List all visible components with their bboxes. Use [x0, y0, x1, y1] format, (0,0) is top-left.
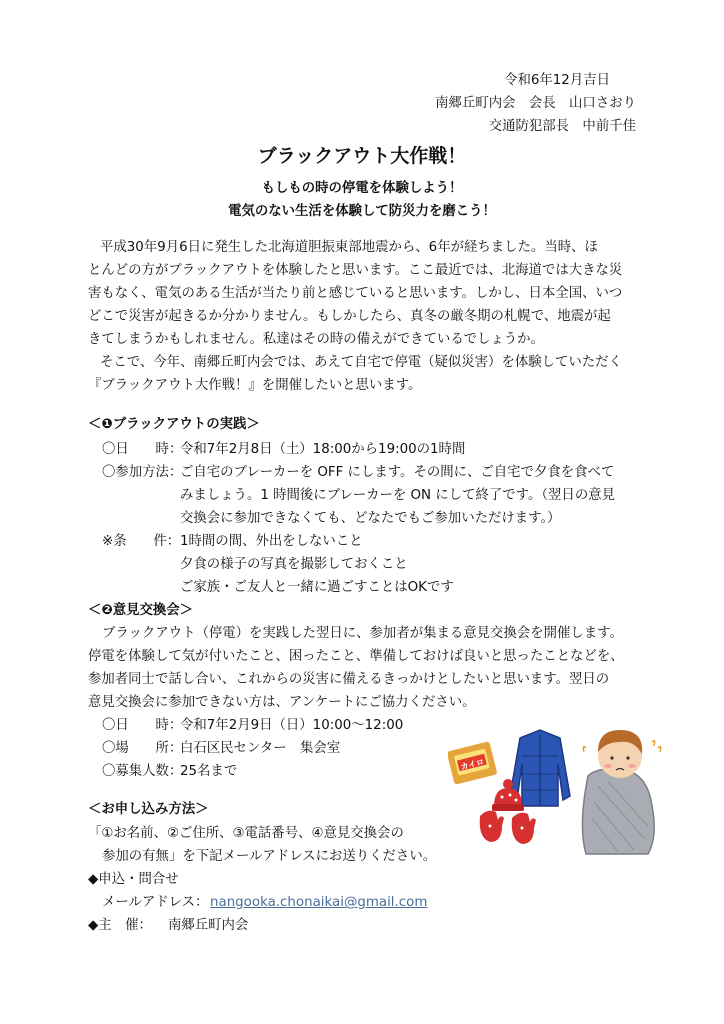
page-title: ブラックアウト大作戦！	[257, 145, 467, 167]
intro-line: 害もなく、電気のある生活が当たり前と感じていると思います。しかし、日本全国、いつ	[88, 286, 623, 301]
meeting-body-line: 停電を体験して気が付いたこと、困ったこと、準備しておけば良いと思ったことなどを、	[88, 649, 624, 664]
meeting-body-line: 意見交換会に参加できない方は、アンケートにご協力ください。	[88, 695, 476, 710]
section-heading-meeting: ＜❷意見交換会＞	[88, 603, 194, 618]
intro-line: どこで災害が起きるか分かりません。もしかしたら、真冬の厳冬期の札幌で、地震が起	[88, 309, 611, 324]
host-label: ◆主 催：	[88, 918, 152, 933]
apply-instructions-line: 参加の有無」を下記メールアドレスにお送りください。	[102, 849, 437, 864]
intro-line: 平成30年9月6日に発生した北海道胆振東部地震から、6年が経ちました。当時、ほ	[100, 240, 598, 255]
author-officer: 交通防犯部長 中前千佳	[488, 119, 636, 134]
apply-instructions-line: 「①お名前、②ご住所、③電話番号、④意見交換会の	[88, 826, 404, 841]
intro-line: きてしまうかもしれません。私達はその時の備えができているでしょうか。	[88, 332, 544, 347]
blackout-method-line: ご自宅のブレーカーを OFF にします。その間に、ご自宅で夕食を食べて	[180, 465, 615, 480]
blackout-method-line: みましょう。1 時間後にブレーカーを ON にして終了です。（翌日の意見	[180, 488, 615, 503]
intro-line: とんどの方がブラックアウトを体験したと思います。ここ最近では、北海道では大きな災	[88, 263, 623, 278]
meeting-body-line: ブラックアウト（停電）を実践した翌日に、参加者が集まる意見交換会を開催します。	[102, 626, 623, 641]
intro-line: 『ブラックアウト大作戦！』を開催したいと思います。	[88, 378, 422, 393]
blackout-condition: 1時間の間、外出をしないこと	[180, 534, 363, 549]
blackout-date-value: 令和7年2月8日（土）18:00から19:00の1時間	[180, 442, 466, 457]
blackout-method-line: 交換会に参加できなくても、どなたでもご参加いただけます。）	[180, 511, 561, 526]
blackout-condition: 夕食の様子の写真を撮影しておくこと	[180, 557, 408, 572]
winter-illustration	[448, 726, 674, 856]
person-in-blanket-icon	[582, 730, 660, 854]
blackout-condition: ご家族・ご友人と一緒に過ごすことはOKです	[180, 580, 454, 595]
meeting-body-line: 参加者同士で話し合い、これからの災害に備えるきっかけとしたいと思います。翌日の	[88, 672, 610, 687]
mittens-icon	[480, 811, 536, 844]
issue-date: 令和6年12月吉日	[504, 73, 610, 88]
subtitle-1: もしもの時の停電を体験しよう！	[261, 181, 463, 196]
hand-warmer-label: カイロ	[459, 757, 485, 772]
email-link[interactable]: nangooka.chonaikai@gmail.com	[210, 895, 428, 910]
meeting-date-value: 令和7年2月9日（日）10:00～12:00	[180, 718, 404, 733]
meeting-capacity-value: 25名まで	[180, 764, 238, 779]
hand-warmer-icon	[448, 741, 497, 785]
section-heading-apply: ＜お申し込み方法＞	[88, 802, 209, 817]
host-value: 南郷丘町内会	[168, 918, 249, 933]
blackout-method-label: 〇参加方法：	[102, 465, 183, 480]
intro-line: そこで、今年、南郷丘町内会では、あえて自宅で停電（疑似災害）を体験していただく	[100, 355, 622, 370]
blackout-date-label: 〇日 時：	[102, 442, 183, 457]
section-heading-blackout: ＜❶ブラックアウトの実践＞	[88, 417, 260, 432]
author-chair: 南郷丘町内会 会長 山口さおり	[435, 96, 636, 111]
blackout-conditions-label: ※条 件：	[102, 534, 181, 549]
meeting-place-label: 〇場 所：	[102, 741, 183, 756]
meeting-capacity-label: 〇募集人数：	[102, 764, 183, 779]
meeting-date-label: 〇日 時：	[102, 718, 183, 733]
email-label: メールアドレス：	[102, 895, 209, 910]
subtitle-2: 電気のない生活を体験して防災力を磨こう！	[228, 204, 496, 219]
meeting-place-value: 白石区民センター 集会室	[180, 741, 341, 756]
contact-heading: ◆申込・問合せ	[88, 872, 179, 887]
